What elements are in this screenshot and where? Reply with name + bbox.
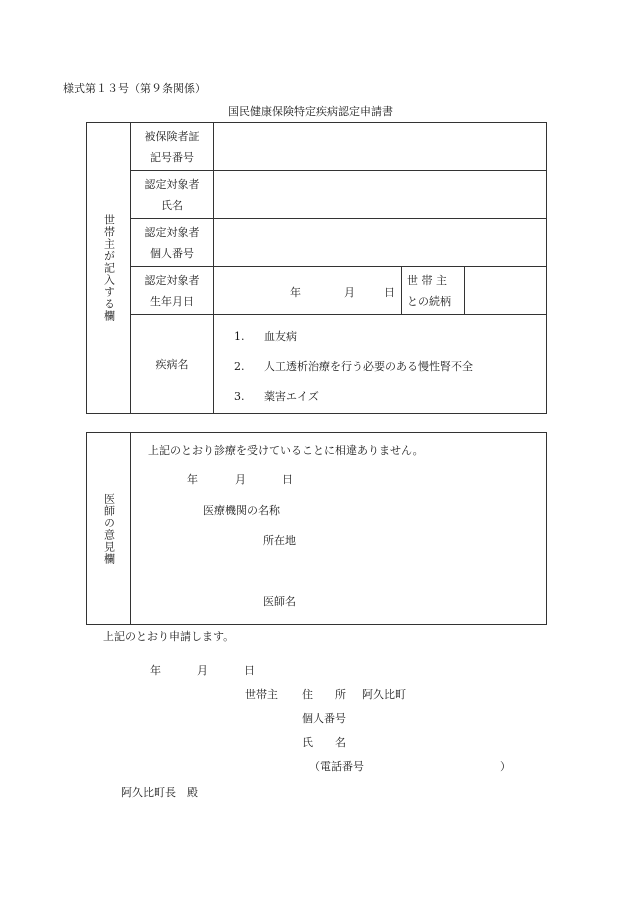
birth-year-label: 年 [290, 286, 301, 299]
application-month-label: 月 [197, 664, 208, 677]
relation-label-cell [402, 267, 465, 315]
disease-options [214, 315, 547, 414]
doctor-side-label: 医師の意見欄 [102, 492, 116, 565]
application-year-label: 年 [150, 664, 161, 677]
insurance-no-field[interactable] [214, 123, 547, 171]
birth-month-label: 月 [344, 286, 355, 299]
target-birthdate-field[interactable] [214, 267, 402, 315]
page-title: 国民健康保険特定疾病認定申請書 [228, 105, 393, 118]
doctor-year-label: 年 [187, 473, 198, 486]
insurance-no-label-cell [131, 123, 214, 171]
target-birthdate-label: 認定対象者 生年月日 [144, 273, 200, 308]
doctor-day-label: 日 [282, 473, 293, 486]
target-my-number-label-cell [131, 219, 214, 267]
institution-label: 医療機関の名称 [203, 504, 280, 517]
birth-day-label: 日 [384, 286, 395, 299]
applicant-name-label: 氏 名 [302, 736, 346, 749]
doctor-name-label: 医師名 [263, 595, 296, 608]
applicant-phone-open: （電話番号 [309, 760, 364, 773]
relation-field[interactable] [465, 267, 547, 315]
target-birthdate-label-cell [131, 267, 214, 315]
disease-label: 疾病名 [155, 357, 189, 371]
doctor-statement: 上記のとおり診療を受けていることに相違ありません。 [148, 444, 424, 457]
householder-label: 世帯主 [245, 688, 278, 701]
target-name-field[interactable] [214, 171, 547, 219]
target-my-number-label: 認定対象者 個人番号 [144, 225, 200, 260]
disease-option-3[interactable]: 3. 薬害エイズ [234, 390, 319, 403]
applicant-address-value[interactable]: 阿久比町 [362, 688, 406, 701]
householder-section [86, 122, 547, 414]
relation-label: 世 帯 主 との続柄 [407, 273, 451, 308]
doctor-side-label-cell [87, 433, 131, 625]
target-name-label: 認定対象者 氏名 [144, 177, 200, 212]
addressee: 阿久比町長 殿 [121, 786, 198, 799]
applicant-address-label: 住 所 [302, 688, 346, 701]
application-day-label: 日 [244, 664, 255, 677]
insurance-no-label: 被保険者証 記号番号 [144, 129, 200, 164]
householder-side-label-cell [87, 123, 131, 414]
doctor-opinion-field[interactable] [131, 433, 547, 625]
target-my-number-field[interactable] [214, 219, 547, 267]
doctor-section [86, 432, 547, 625]
applicant-phone-close: ） [500, 760, 511, 773]
doctor-address-label: 所在地 [263, 534, 296, 547]
target-name-label-cell [131, 171, 214, 219]
disease-label-cell [131, 315, 214, 414]
disease-option-1[interactable]: 1. 血友病 [234, 330, 297, 343]
applicant-my-number-label: 個人番号 [302, 712, 346, 725]
disease-option-2[interactable]: 2. 人工透析治療を行う必要のある慢性腎不全 [234, 360, 473, 373]
form-number: 様式第１３号（第９条関係） [63, 82, 206, 95]
householder-side-label: 世帯主が記入する欄 [102, 214, 116, 322]
doctor-month-label: 月 [235, 473, 246, 486]
application-statement: 上記のとおり申請します。 [103, 630, 235, 643]
